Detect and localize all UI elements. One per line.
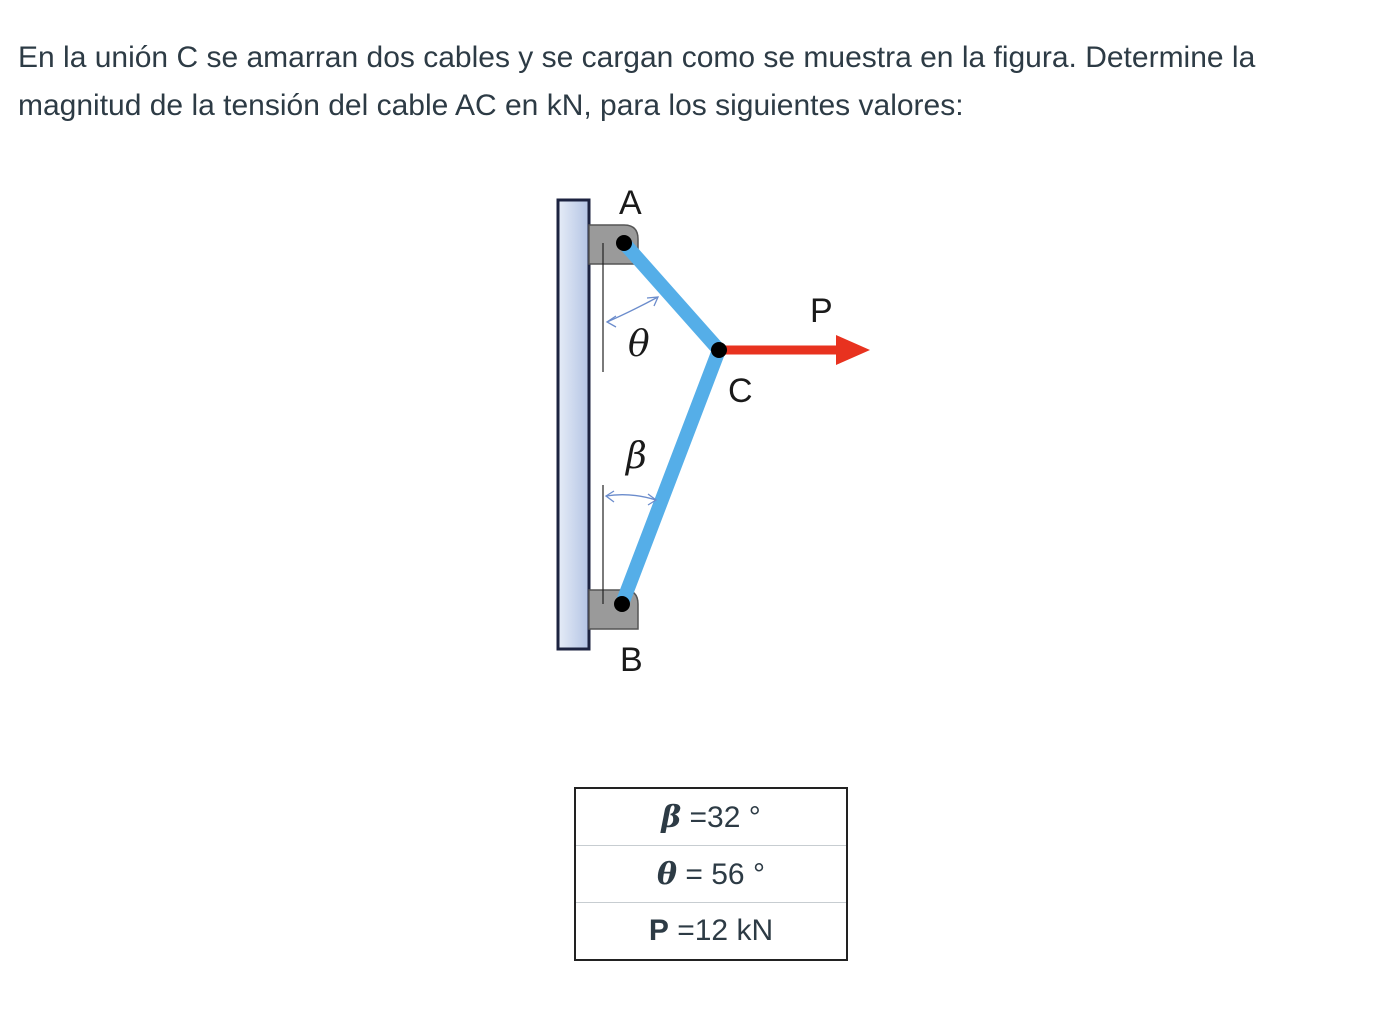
wall — [558, 200, 589, 649]
point-b-marker — [614, 596, 630, 612]
table-row — [575, 788, 847, 846]
theta-symbol: θ — [657, 856, 678, 892]
label-beta: β — [626, 436, 647, 477]
p-symbol: P — [648, 914, 669, 947]
theta-value: = 56 ° — [677, 857, 765, 891]
label-c: C — [728, 372, 753, 410]
point-c-marker — [711, 342, 727, 358]
beta-arrowhead-left — [606, 491, 614, 502]
label-theta: θ — [628, 324, 650, 365]
force-p-arrowhead — [836, 335, 870, 365]
beta-angle-arrow — [606, 495, 656, 500]
theta-arrowhead-left — [607, 316, 616, 327]
point-a-marker — [616, 235, 632, 251]
value-beta-cell — [575, 788, 847, 846]
beta-symbol: β — [661, 799, 682, 835]
table-row — [575, 846, 847, 903]
value-p-cell — [575, 903, 847, 961]
values-table — [574, 787, 848, 961]
table-row — [575, 903, 847, 961]
cable-bc — [622, 350, 719, 604]
value-theta-cell — [575, 846, 847, 903]
label-p: P — [810, 292, 833, 330]
question-text: En la unión C se amarran dos cables y se cargan como se muestra en la figura. Determine la magnitud de la tensión del cable AC en kN, para los siguientes valores: — [18, 41, 1256, 122]
label-a: A — [619, 184, 642, 222]
beta-value: =32 ° — [681, 800, 761, 834]
theta-angle-arrow — [607, 297, 658, 322]
p-value: =12 kN — [668, 914, 774, 947]
label-b: B — [620, 641, 643, 679]
